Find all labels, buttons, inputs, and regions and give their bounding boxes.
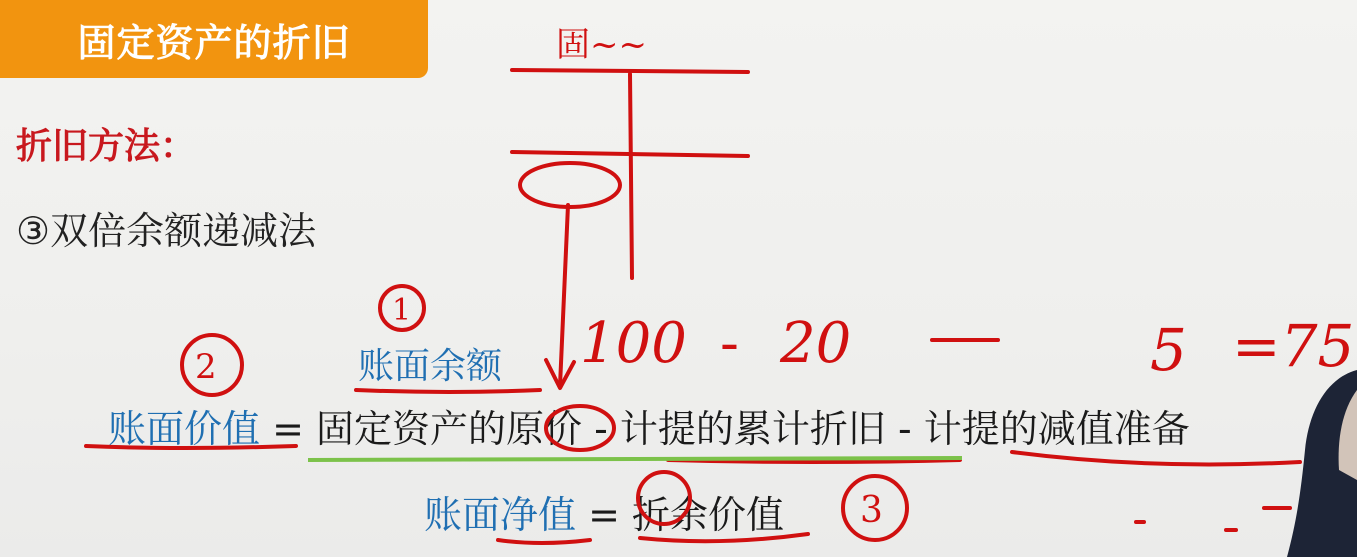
value-20: 20: [780, 311, 852, 376]
circle-3-label: 3: [860, 490, 883, 531]
minus-1: -: [720, 311, 739, 376]
formula-original-cost: 固定资产的原价: [316, 407, 583, 451]
section-heading: 折旧方法：: [16, 126, 197, 167]
book-balance-label: 账面余额: [358, 346, 503, 387]
green-underline: [308, 458, 962, 460]
formula-minus: -: [885, 407, 924, 451]
value-5: 5: [1150, 316, 1187, 384]
page-title: 固定资产的折旧: [0, 0, 428, 78]
formula-minus: -: [582, 407, 620, 451]
result-75: =75: [1232, 312, 1355, 380]
presenter-silhouette: [1287, 370, 1357, 557]
formula-lhs: 账面价值: [108, 407, 261, 451]
formula2-lhs: 账面净值: [424, 493, 577, 537]
value-100: 100: [580, 311, 687, 376]
formula2-rhs: 折余价值: [632, 493, 785, 537]
formula-equals: =: [260, 407, 317, 451]
top-label: 固~~: [556, 25, 647, 65]
formula2-equals: =: [576, 493, 633, 537]
formula-impairment: 计提的减值准备: [923, 407, 1190, 451]
circle-1-label: 1: [392, 293, 412, 328]
formula-accumulated-depreciation: 计提的累计折旧: [619, 407, 886, 451]
method-name: ③双倍余额递减法: [16, 209, 317, 253]
circle-2-label: 2: [195, 347, 217, 387]
